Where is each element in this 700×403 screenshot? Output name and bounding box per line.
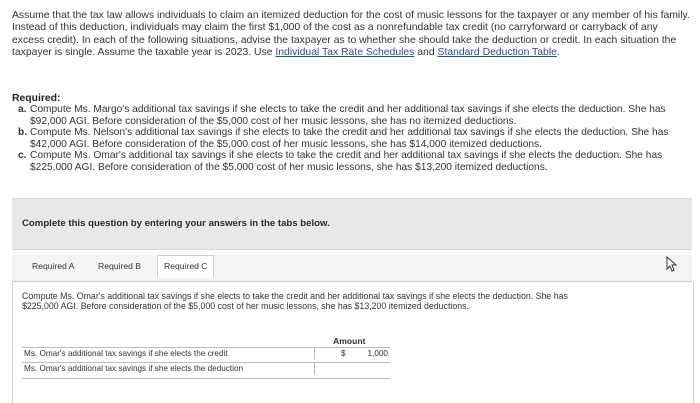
intro-text: Assume that the tax law allows individuals to claim an itemized deduction for the cost of music lessons for the taxpayer or any member of his family. Instead of this deduction, individuals may claim the first $1,000 of the cost as a nonrefundable tax credit (no carryforward or carryback of any excess credit). In each of the following situations, advise the taxpayer as to whether she should take the deduction or credit. In each situation the taxpayer is single. Assume the taxable year is 2023. Use	[12, 10, 690, 59]
deduction-savings-input[interactable]	[314, 363, 390, 375]
required-item-text: Compute Ms. Nelson's additional tax savings if she elects to take the credit and her additional tax savings if she elects the deduction. She has $42,000 AGI. Before consideration of the $5,000 cost of her music lessons, she has $14,000 itemized deductions.	[30, 127, 669, 150]
required-item-text: Compute Ms. Omar's additional tax savings if she elects to take the credit and her additional tax savings if she elects the deduction. She has $225,000 AGI. Before consideration of the $5,000 cost of her music lessons, she has $13,200 itemized deductions.	[30, 150, 663, 173]
mouse-cursor-icon	[666, 256, 678, 272]
amount-column-header: Amount	[333, 336, 366, 346]
row-label: Ms. Omar's additional tax savings if she elects the deduction	[24, 364, 244, 373]
table-row	[22, 362, 390, 376]
instructions-text: Complete this question by entering your answers in the tabs below.	[22, 218, 330, 229]
tax-rate-schedules-link[interactable]: Individual Tax Rate Schedules	[275, 47, 415, 59]
required-list	[18, 104, 693, 174]
required-item-text: Compute Ms. Margo's additional tax savings if she elects to take the credit and her additional tax savings if she elects the deduction. She has $92,000 AGI. Before consideration of the $5,000 cost of her music lessons, she has no itemized deductions.	[30, 104, 666, 127]
question-text: Compute Ms. Omar's additional tax savings if she elects to take the credit and her additional tax savings if she elects the deduction. She has $225,000 AGI. Before consideration of the $5,000 cost of her music lessons, she has $13,200 itemized deductions.	[22, 291, 568, 312]
tab-required-b[interactable]: Required B	[98, 261, 141, 271]
credit-savings-value: 1,000	[367, 349, 388, 358]
table-bottom-border	[22, 378, 390, 379]
standard-deduction-table-link[interactable]: Standard Deduction Table	[437, 47, 557, 59]
credit-savings-input[interactable]	[314, 348, 390, 360]
table-row	[22, 347, 390, 361]
required-item-label: c.	[18, 150, 27, 162]
tab-required-c[interactable]: Required C	[157, 255, 214, 278]
required-title: Required:	[12, 93, 61, 104]
required-item-label: a.	[18, 104, 27, 115]
required-item-b	[18, 127, 693, 150]
problem-intro	[12, 10, 692, 60]
required-item-c	[18, 150, 693, 173]
required-item-label: b.	[18, 127, 28, 139]
tab-bar	[12, 255, 692, 282]
intro-end: .	[556, 47, 560, 59]
currency-symbol: $	[341, 349, 346, 358]
row-label: Ms. Omar's additional tax savings if she elects the credit	[24, 349, 228, 358]
intro-and: and	[414, 47, 438, 59]
tab-required-a[interactable]: Required A	[32, 261, 75, 271]
required-item-a	[18, 104, 693, 127]
